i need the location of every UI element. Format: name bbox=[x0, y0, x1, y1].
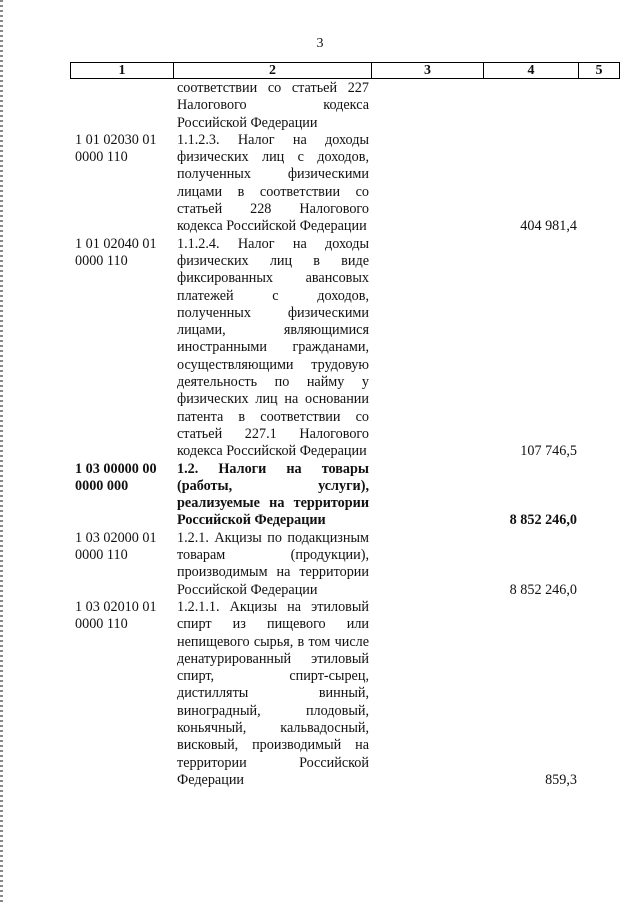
row-code: 1 01 02030 01 0000 110 bbox=[75, 131, 157, 166]
row-value: 8 852 246,0 bbox=[509, 512, 577, 529]
table-row bbox=[70, 530, 620, 599]
row-text: 1.2.1.1. Акцизы на этиловый спирт из пищевого или непищевого сырья, в том числе денатурированный этиловый спирт, спирт-сырец, дистилляты винный, виноградный, плодовый, коньячный, кальвадосный, висковый, производимый на территории Российской Федерации bbox=[177, 598, 369, 788]
row-code: 1 03 00000 00 0000 000 bbox=[75, 460, 157, 494]
page-number: 3 bbox=[316, 36, 324, 51]
row-value: 859,3 bbox=[545, 771, 577, 788]
table-row-section bbox=[70, 461, 620, 530]
row-text: 1.1.2.3. Налог на доходы физических лиц с доходов, полученных физическими лицами в соответствии со статьей 228 Налогового кодекса Российской Федерации bbox=[177, 131, 369, 235]
row-value: 404 981,4 bbox=[520, 218, 577, 235]
table-header bbox=[70, 62, 620, 79]
row-code: 1 03 02010 01 0000 110 bbox=[75, 598, 157, 633]
header-col-4: 4 bbox=[484, 63, 579, 78]
table-row bbox=[70, 236, 620, 461]
table-row bbox=[70, 80, 620, 132]
table-body bbox=[70, 80, 620, 789]
row-code: 1 01 02040 01 0000 110 bbox=[75, 235, 157, 269]
row-value: 107 746,5 bbox=[520, 443, 577, 460]
row-text: 1.1.2.4. Налог на доходы физических лиц в виде фиксированных авансовых платежей с доходов, полученных физическими лицами, являющимися иностранными гражданами, осуществляющими трудовую деятельность по найму у физических лиц на основании патента в соответствии со статьей 227.1 Налогового кодекса Российской Федерации bbox=[177, 235, 369, 460]
header-col-1: 1 bbox=[71, 63, 174, 78]
row-text: 1.2.1. Акцизы по подакцизным товарам (продукции), производимым на территории Российской Федерации bbox=[177, 529, 369, 598]
row-text: соответствии со статьей 227 Налогового кодекса Российской Федерации bbox=[177, 80, 369, 131]
header-col-2: 2 bbox=[174, 63, 372, 78]
row-value bbox=[482, 80, 577, 132]
row-code: 1 03 02000 01 0000 110 bbox=[75, 529, 157, 564]
header-col-5: 5 bbox=[595, 63, 603, 78]
table-row bbox=[70, 132, 620, 236]
header-col-3: 3 bbox=[372, 63, 484, 78]
table-row bbox=[70, 599, 620, 789]
row-code bbox=[70, 80, 173, 132]
row-text: 1.2. Налоги на товары (работы, услуги), реализуемые на территории Российской Федерации bbox=[177, 460, 369, 529]
scan-edge bbox=[0, 0, 3, 905]
row-value: 8 852 246,0 bbox=[509, 581, 577, 598]
